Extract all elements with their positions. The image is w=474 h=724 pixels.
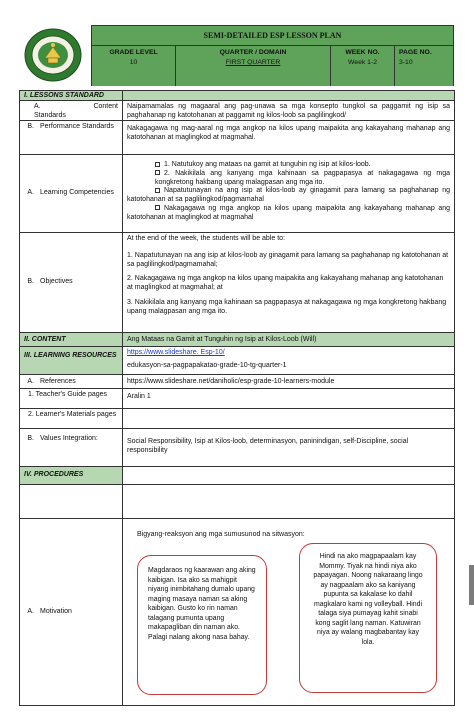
row-label: Objectives — [40, 278, 73, 286]
row-procedures-blank — [20, 485, 454, 519]
objective-item: 2. Nakagagawa ng mga angkop na kilos upang maipakita ang kakayahang mahanap ang katotohanan at maglingkod at magmahal; at — [127, 275, 444, 291]
row-label: References — [40, 378, 76, 385]
row-learners-materials — [20, 409, 454, 429]
checkbox-icon — [155, 170, 160, 175]
row-objectives — [20, 233, 454, 333]
section-heading: IV. PROCEDURES — [24, 471, 84, 478]
checkbox-icon — [155, 205, 160, 210]
teachers-guide-label: 1. Teacher's Guide pages — [20, 389, 123, 408]
competency-item: 2. Nakikilala ang kanyang mga kahinaan sa pagpapasya at nakagagawa ng mga kongkretong hakbang upang malagpasan ang mga ito. — [155, 169, 450, 186]
page-cell — [395, 46, 453, 86]
quarter-label: QUARTER / DOMAIN — [219, 49, 287, 56]
section-learning-resources — [20, 347, 454, 375]
objectives-intro: At the end of the week, the students will be able to: — [127, 235, 285, 242]
row-teachers-guide — [20, 389, 454, 409]
grade-level-value: 10 — [129, 59, 138, 67]
section-content — [20, 333, 454, 347]
motivation-intro: Bigyang-reaksyon ang mga sumusunod na sitwasyon: — [137, 531, 305, 538]
lesson-table — [19, 90, 455, 706]
lesson-plan-title: SEMI-DETAILED ESP LESSON PLAN — [92, 26, 453, 46]
header-info-row — [92, 46, 453, 86]
row-label: Values Integration: — [40, 435, 98, 442]
row-letter: A. — [27, 607, 34, 615]
row-label: Learning Competencies — [40, 189, 114, 197]
row-letter: B. — [27, 278, 34, 286]
school-seal-logo — [23, 27, 83, 83]
checkbox-icon — [155, 188, 160, 193]
week-label: WEEK NO. — [345, 49, 380, 56]
section-heading: I. LESSONS STANDARD — [24, 92, 104, 99]
references-text: https://www.slideshare.net/daniholic/esp-grade-10-learners-module — [127, 378, 335, 385]
week-cell — [331, 46, 395, 86]
row-motivation — [20, 519, 454, 705]
row-learning-competencies — [20, 155, 454, 233]
row-performance-standards — [20, 121, 454, 155]
quarter-value: FIRST QUARTER — [225, 59, 281, 67]
performance-standards-text: Nakagagawa ng mag-aaral ng mga angkop na kilos upang maipakita ang kakayahang mahanap ang katotohanan at maglingkod at magmahal. — [127, 125, 450, 141]
row-letter: B. — [27, 123, 34, 130]
page-label: PAGE NO. — [399, 49, 432, 56]
row-values-integration — [20, 429, 454, 467]
scrollbar-thumb[interactable] — [469, 565, 474, 605]
resource-link[interactable]: https://www.slideshare. Esp-10/ — [127, 349, 225, 356]
checkbox-icon — [155, 162, 160, 167]
row-label: Performance Standards — [40, 123, 114, 130]
row-letter: A. — [34, 103, 41, 110]
objective-item: 3. Nakikilala ang kanyang mga kahinaan sa pagpapasya at nakagagawa ng mga kongkretong hakbang upang malagpasan ang mga ito. — [127, 298, 447, 315]
page-value: 3-10 — [399, 59, 413, 67]
row-content-standards — [20, 101, 454, 121]
learners-materials-label: 2. Learner's Materials pages — [20, 409, 123, 428]
row-label: Motivation — [40, 607, 72, 615]
section-heading: II. CONTENT — [24, 336, 66, 343]
lesson-plan-header — [91, 25, 454, 86]
content-standards-text: Naipamamalas ng magaaral ang pag-unawa sa mga konsepto tungkol sa paggamit ng isip sa paghahanap ng katotohanan at paggamit ng kilos-loob sa paglilingkod/ — [127, 103, 450, 119]
section-heading: III. LEARNING RESOURCES — [24, 352, 117, 359]
values-integration-text: Social Responsibility, Isip at Kilos-loob, determinasyon, paninindigan, self-Discipline, social responsibility — [127, 438, 409, 454]
competency-item: Napatutunayan na ang isip at kilos-loob ay ginagamit para lamang sa paghahanap ng katotohanan at sa paglilingkod/pagmamahal — [127, 187, 450, 203]
section-lessons-standard — [20, 91, 454, 101]
row-label: Content — [93, 103, 118, 110]
row-letter: A. — [27, 378, 34, 385]
row-label-cont: Standards — [34, 111, 66, 119]
resource-link-path: edukasyon-sa-pagpapakatao-grade-10-tg-quarter-1 — [127, 361, 287, 369]
row-references — [20, 375, 454, 389]
week-value: Week 1-2 — [348, 59, 377, 67]
row-letter: B. — [27, 435, 34, 442]
situation-bubble-left: Magdaraos ng kaarawan ang aking kaibigan. Isa ako sa mahigpit niyang inimbitahang dumalo upang maging masaya naman sa aking kaibigan. Gusto ko rin naman talagang pumunta upang makapagliban din naman ako. Palagi nalang akong nasa bahay. — [137, 555, 267, 695]
situation-bubble-right: Hindi na ako magpapaalam kay Mommy. Tiyak na hindi niya ako papayagan. Noong nakaraang lingo ay nagpaalam ako sa kaniyang pupunta sa kakalase ko dahil magkalaro kami ng volleyball. Hindi talaga siya pumayag kahit sinabi kong saglit lang naman. Katuwiran niya ay walang magbabantay kay lola. — [299, 543, 437, 693]
content-text: Ang Mataas na Gamit at Tunguhin ng Isip at Kilos-Loob (Will) — [123, 333, 454, 346]
grade-level-cell — [92, 46, 176, 86]
quarter-cell — [176, 46, 331, 86]
section-procedures — [20, 467, 454, 485]
objective-item: 1. Napatutunayan na ang isip at kilos-loob ay ginagamit para lamang sa paghahanap ng katotohanan at sa paglilingkod/pagmamahal; — [127, 251, 449, 268]
competency-item: Nakagagawa ng mga angkop na kilos upang maipakita ang kakayahang mahanap ang katotohanan at maglingkod at magmahal — [127, 204, 450, 221]
row-letter: A. — [27, 189, 34, 197]
grade-level-label: GRADE LEVEL — [109, 49, 158, 56]
teachers-guide-text: Aralin 1 — [127, 393, 151, 400]
competency-item: 1. Natutukoy ang mataas na gamit at tunguhin ng isip at kilos-loob. — [127, 161, 450, 170]
